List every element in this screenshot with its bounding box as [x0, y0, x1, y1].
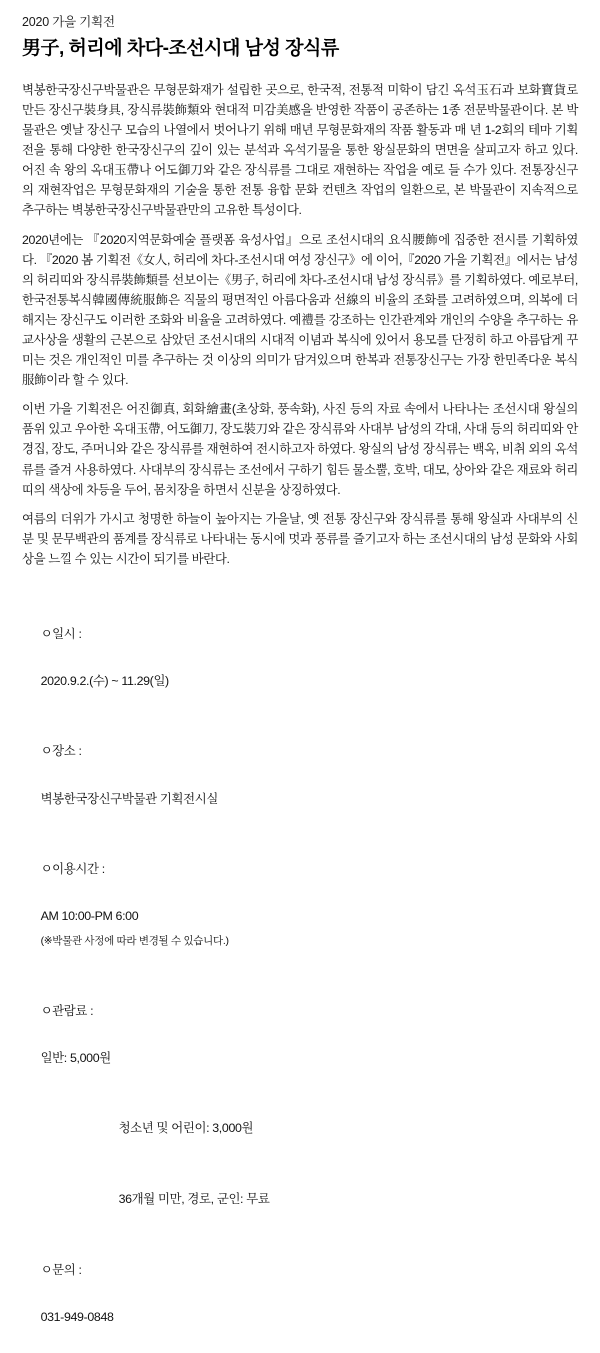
info-contact-label: ㅇ문의 : [40, 1262, 82, 1277]
body-text [22, 80, 578, 569]
page-title: 男子, 허리에 차다-조선시대 남성 장식류 [22, 38, 339, 60]
info-place-value: 벽봉한국장신구박물관 기획전시실 [40, 791, 218, 806]
exhibition-info-list [22, 599, 578, 1353]
info-hours-value: AM 10:00-PM 6:00 [40, 909, 139, 924]
info-row-place [22, 717, 578, 835]
info-hours-note: (※박물관 사정에 따라 변경될 수 있습니다.) [40, 934, 229, 947]
info-date-value: 2020.9.2.(수) ~ 11.29(일) [40, 673, 169, 688]
paragraph: 여름의 더위가 가시고 청명한 하늘이 높아지는 가을날, 옛 전통 장신구와 장식류를 통해 왕실과 사대부의 신분 및 문무백관의 품계를 장식류로 나타내는 동시에 멋과 풍류를 즐기고자 하는 조선시대의 남성 문화와 사회상을 느낄 수 있는 시간이 되기를 바란다. [22, 511, 578, 566]
info-hours-label: ㅇ이용시간 : [40, 862, 105, 877]
info-date-label: ㅇ일시 : [40, 626, 82, 641]
info-fee-free: 36개월 미만, 경로, 군인: 무료 [118, 1192, 270, 1207]
paragraph: 2020년에는 『2020지역문화예술 플랫폼 육성사업』으로 조선시대의 요식腰飾에 집중한 전시를 기획하였다. 『2020 봄 기획전《女人, 허리에 차다-조선시대 여성 장신구》에 이어,『2020 가을 기획전』에서는 남성의 허리띠와 장식류裝飾類를 선보이는《男子, 허리에 차다-조선시대 남성 장식류》를 기획하였다. 예로부터, 한국전통복식韓國傳統服飾은 직물의 평면적인 아름다움과 선線의 비율의 조화를 고려하였으며, 의복에 더해지는 장신구도 이러한 조화와 비율을 고려하였다. 예禮를 강조하는 인간관계와 개인의 수양을 추구하는 유교사상을 생활의 근본으로 삼았던 조선시대의 시대적 이념과 복식에 있어서 용모를 단정히 하고 아름답게 꾸미는 것은 개인적인 미를 추구하는 것 이상의 의미가 담겨있으며 한복과 전통장신구는 가장 한민족다운 복식服飾이라 할 수 있다. [22, 232, 578, 388]
info-row-date [22, 599, 578, 717]
info-fee-general: 일반: 5,000원 [40, 1050, 111, 1065]
info-contact-value: 031-949-0848 [40, 1309, 114, 1324]
info-fee-youth: 청소년 및 어린이: 3,000원 [118, 1121, 254, 1136]
info-row-contact [22, 1235, 578, 1353]
info-row-fee-youth [22, 1094, 578, 1165]
paragraph: 이번 가을 기획전은 어진御真, 회화繪畫(초상화, 풍속화), 사진 등의 자료 속에서 나타나는 조선시대 왕실의 품위 있고 우아한 옥대玉帶, 어도御刀, 장도裝刀와 같은 장식류와 사대부 남성의 각대, 사대 등의 허리띠와 안경집, 장도, 주머니와 같은 장식류를 재현하여 전시하고자 하였다. 왕실의 남성 장식류는 백옥, 비취 외의 옥석류를 즐겨 사용하였다. 사대부의 장식류는 조선에서 구하기 힘든 물소뿔, 호박, 대모, 상아와 같은 재료와 허리띠의 색상에 차등을 두어, 몸치장을 하면서 신분을 상징하였다. [22, 402, 578, 497]
info-row-fee [22, 976, 578, 1094]
paragraph: 벽봉한국장신구박물관은 무형문화재가 설립한 곳으로, 한국적, 전통적 미학이 담긴 옥석玉石과 보화寶貨로 만든 장신구裝身具, 장식류裝飾類와 현대적 미감美感을 반영한 작품이 공존하는 1종 전문박물관이다. 본 박물관은 옛날 장신구 모습의 나열에서 벗어나기 위해 매년 무형문화재의 작품 활동과 매 년 1-2회의 테마 기획전을 통해 다양한 한국장신구의 깊이 있는 분석과 옥석기물을 통한 왕실문화의 면면을 살피고자 하고 있다. 어진 속 왕의 옥대玉帶나 어도御刀와 같은 장식류를 그대로 재현하는 작업을 예로 들 수가 있다. 전통장신구의 재현작업은 무형문화재의 기술을 통한 전통 융합 문화 컨텐츠 작업의 일환으로, 본 박물관이 지속적으로 추구하는 벽봉한국장신구박물관만의 고유한 특성이다. [22, 82, 578, 218]
info-fee-label: ㅇ관람료 : [40, 1003, 94, 1018]
info-place-label: ㅇ장소 : [40, 744, 82, 759]
info-row-hours [22, 835, 578, 976]
exhibition-season-label: 2020 가을 기획전 [22, 15, 115, 29]
info-row-fee-free [22, 1165, 578, 1236]
